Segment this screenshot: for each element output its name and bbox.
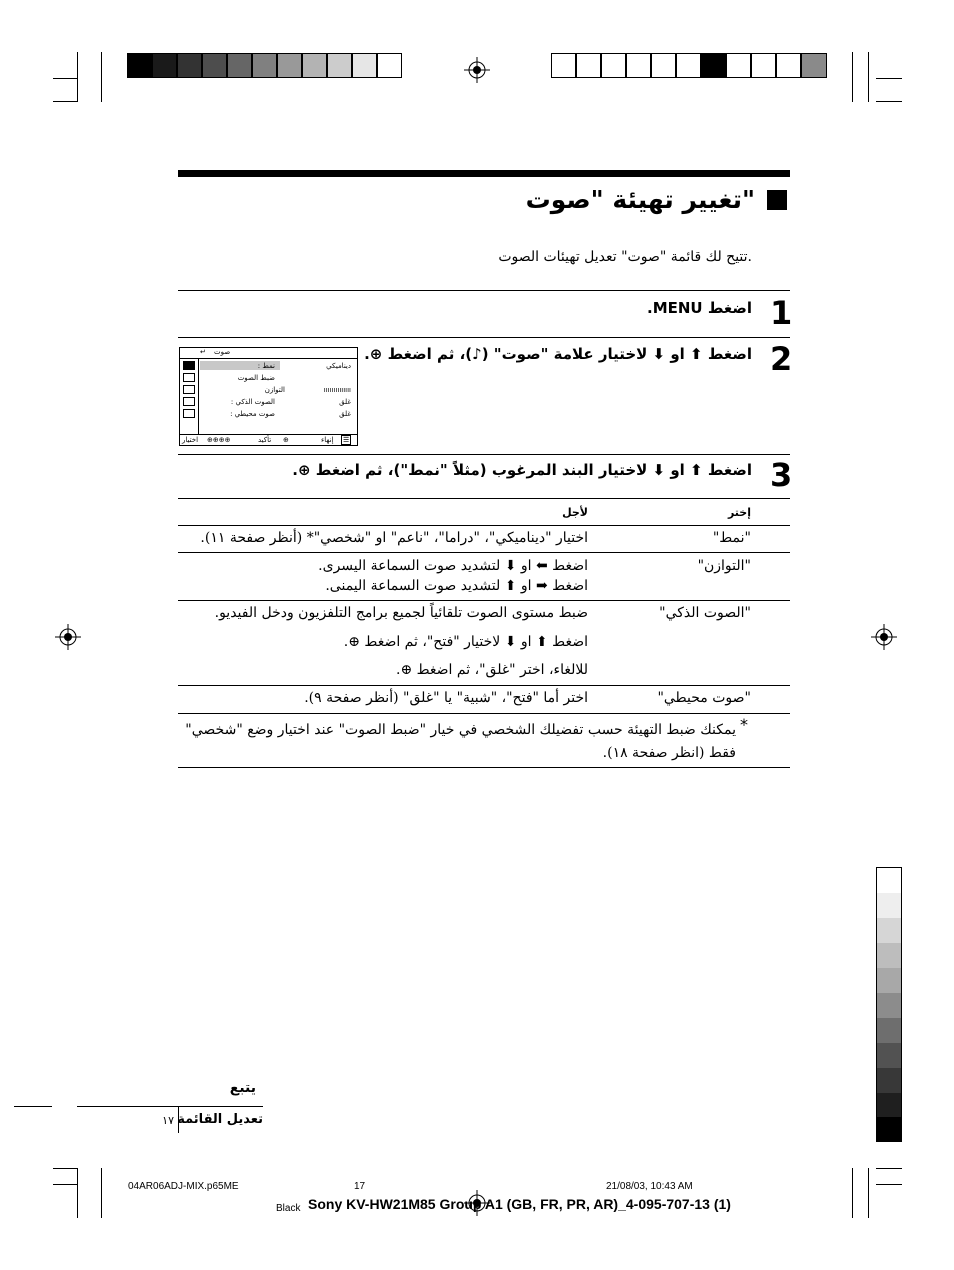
osd-menu-icon: ☰ (343, 436, 350, 444)
model-slug: Sony KV-HW21M85 Group A1 (GB, FR, PR, AR)_4-095-707-13 (1) (308, 1196, 731, 1212)
table-row-text: للالغاء، اختر "غلق"، ثم اضغط ⊕. (396, 662, 588, 678)
print-page: 17 (354, 1181, 366, 1192)
table-row-key: "صوت محيطي" (657, 690, 751, 706)
table-row-text: اختر أما "فتح"، "شبية" يا "غلق" (أنظر صفحة ٩). (304, 690, 588, 706)
table-row-rule (178, 552, 790, 553)
crop-mark (868, 52, 869, 102)
black-plate-label: Black (276, 1203, 301, 1214)
divider (178, 337, 790, 338)
osd-row-label: ضبط الصوت (237, 374, 275, 382)
table-row-text: ضبط مستوى الصوت تلقائياً لجميع برامج التلفزيون ودخل الفيديو. (214, 605, 588, 621)
color-bar-strip (551, 53, 827, 78)
table-row-text: اختيار "ديناميكي"، "دراما"، "ناعم" او "شخصي"* (أنظر صفحة ١١). (200, 530, 588, 546)
table-row-rule (178, 685, 790, 686)
crop-mark (101, 1168, 102, 1218)
intro-text: .تتيح لك قائمة "صوت" تعديل تهيئات الصوت (498, 249, 752, 265)
osd-row-value: غلق (339, 398, 351, 406)
osd-row-label: صوت محيطي : (230, 410, 275, 418)
osd-ok-icon: ⊕ (283, 436, 289, 444)
crop-mark (77, 1168, 78, 1218)
table-row-key: "الصوت الذكي" (659, 605, 751, 621)
timer-tab-icon (183, 385, 195, 394)
osd-footer-end: إنهاء (321, 436, 334, 444)
crop-mark (101, 52, 102, 102)
page-title: "تغيير تهيئة "صوت (525, 185, 755, 214)
osd-balance-bar: ıııııııııııııı (323, 386, 351, 394)
table-row-text: اضغط ⬅ او ⬇ لتشديد صوت السماعة اليسرى. (318, 558, 588, 574)
crop-mark (876, 1168, 902, 1169)
crop-mark (868, 1168, 869, 1218)
table-row-key: "نمط" (712, 530, 751, 546)
picture-tab-icon (183, 361, 195, 370)
step-3-text: اضغط ⬆ او ⬇ لاختيار البند المرغوب (مثلاً "نمط")، ثم اضغط ⊕. (292, 461, 752, 479)
divider (178, 290, 790, 291)
table-row-rule (178, 600, 790, 601)
crop-mark (53, 101, 77, 102)
osd-footer-select: اختيار (182, 436, 199, 444)
page-number: ١٧ (162, 1114, 174, 1127)
crop-mark (53, 1168, 77, 1169)
table-top-rule (178, 498, 790, 499)
table-row-key: "التوازن" (697, 558, 751, 574)
osd-row-value: غلق (339, 410, 351, 418)
osd-arrows-icon: ⊕⊕⊕⊕ (207, 436, 231, 444)
step-1-number: 1 (770, 294, 793, 332)
table-row-rule (178, 525, 790, 526)
continue-label: يتبع (229, 1080, 256, 1096)
crop-mark (53, 1184, 77, 1185)
note-line: فقط (انظر صفحة ١٨). (602, 745, 736, 761)
footer-rule (77, 1106, 263, 1107)
step-3-number: 3 (770, 456, 793, 494)
step-1-text: اضغط MENU. (646, 299, 752, 317)
osd-row-label: الصوت الذكي : (230, 398, 275, 406)
asterisk: * (740, 715, 748, 734)
osd-back-icon: ↵ (200, 348, 206, 356)
registration-mark-icon (871, 624, 897, 650)
sound-tab-icon (183, 373, 195, 382)
osd-sound-menu (179, 347, 358, 446)
title-rule (178, 170, 790, 177)
title-bullet (767, 190, 787, 210)
divider (178, 454, 790, 455)
side-gray-strip (876, 867, 902, 1142)
registration-mark-icon (55, 624, 81, 650)
step-2-number: 2 (770, 340, 793, 378)
osd-row-value: ديناميكي (326, 362, 351, 370)
section-name: تعديل القائمة (177, 1112, 263, 1127)
crop-mark (852, 1168, 853, 1218)
table-row-text: اضغط ⬆ او ⬇ لاختيار "فتح"، ثم اضغط ⊕. (343, 634, 588, 650)
gray-scale-strip (127, 53, 402, 78)
crop-mark (53, 78, 77, 79)
setup-tab-icon (183, 397, 195, 406)
crop-mark (876, 1184, 902, 1185)
table-bottom-rule (178, 767, 790, 768)
print-date: 21/08/03, 10:43 AM (606, 1181, 693, 1192)
preset-tab-icon (183, 409, 195, 418)
footer-rule (14, 1106, 52, 1107)
registration-mark-icon (464, 57, 490, 83)
table-row-text: اضغط ➡ او ⬆ لتشديد صوت السماعة اليمنى. (325, 578, 588, 594)
osd-title: صوت (214, 348, 231, 356)
crop-mark (77, 52, 78, 102)
crop-mark (852, 52, 853, 102)
osd-row-label: نمط : (257, 362, 275, 370)
crop-mark (876, 78, 902, 79)
file-name: 04AR06ADJ-MIX.p65ME (128, 1181, 239, 1192)
table-header-for: لأجل (562, 506, 588, 519)
note-line: يمكنك ضبط التهيئة حسب تفضيلك الشخصي في خيار "ضبط الصوت" عند اختيار وضع "شخصي" (185, 722, 736, 738)
table-header-select: إختر (727, 506, 751, 519)
step-2-text: اضغط ⬆ او ⬇ لاختيار علامة "صوت" (♪)، ثم اضغط ⊕. (364, 345, 752, 363)
osd-footer-confirm: تأكيد (258, 436, 272, 444)
osd-row-label: التوازن (264, 386, 285, 394)
table-row-rule (178, 713, 790, 714)
crop-mark (876, 101, 902, 102)
